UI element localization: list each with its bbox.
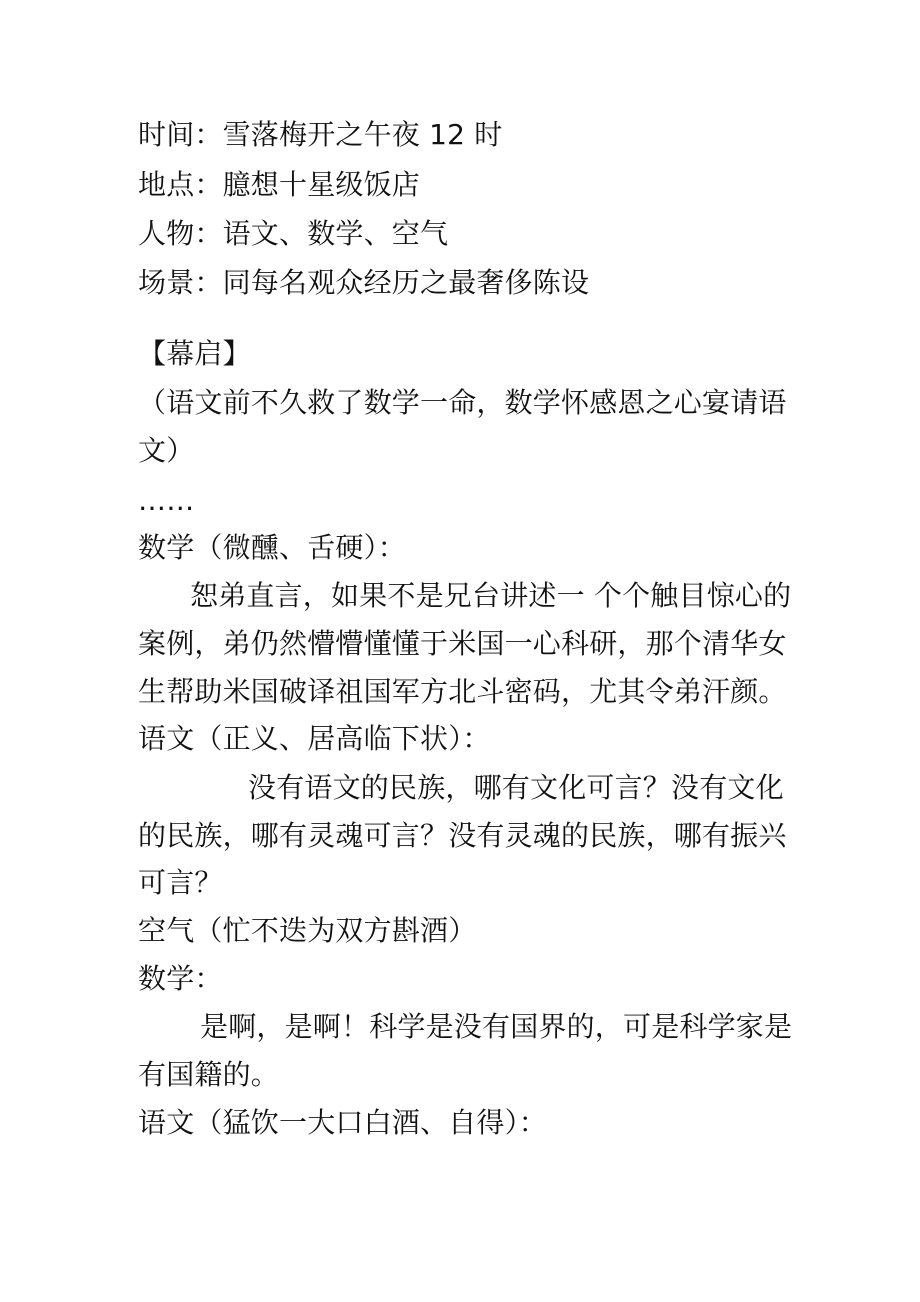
speaker-math: 数学（微醺、舌硬）： (138, 531, 407, 564)
dialogue-line: 可言？ (138, 866, 223, 899)
header-people: 人物：语文、数学、空气 (138, 217, 449, 250)
header-place: 地点：臆想十星级饭店 (138, 168, 421, 201)
speaker-math: 数学： (138, 962, 223, 995)
speaker-language: 语文（正义、居高临下状）： (138, 722, 491, 755)
stage-direction-line: 文） (138, 434, 195, 467)
header-time: 时间：雪落梅开之午夜 12 时 (138, 118, 503, 151)
speaker-air: 空气（忙不迭为双方斟酒） (138, 914, 477, 947)
stage-direction-line: （语文前不久救了数学一命，数学怀感恩之心宴请语 (138, 386, 787, 419)
header-scene: 场景：同每名观众经历之最奢侈陈设 (138, 266, 590, 299)
dialogue-line: 没有语文的民族，哪有文化可言？没有文化 (248, 771, 784, 804)
ellipsis: …… (138, 484, 195, 517)
curtain-marker: 【幕启】 (138, 337, 251, 370)
dialogue-line: 恕弟直言，如果不是兄台讲述一 个个触目惊心的 (190, 579, 792, 612)
dialogue-line: 有国籍的。 (138, 1058, 280, 1091)
speaker-language: 语文（猛饮一大口白酒、自得）： (138, 1106, 548, 1139)
dialogue-line: 是啊，是啊！科学是没有国界的，可是科学家是 (200, 1010, 793, 1043)
dialogue-line: 生帮助米国破译祖国军方北斗密码，尤其令弟汗颜。 (138, 675, 787, 708)
dialogue-line: 案例，弟仍然懵懵懂懂于米国一心科研，那个清华女 (138, 627, 787, 660)
dialogue-line: 的民族，哪有灵魂可言？没有灵魂的民族，哪有振兴 (138, 819, 787, 852)
